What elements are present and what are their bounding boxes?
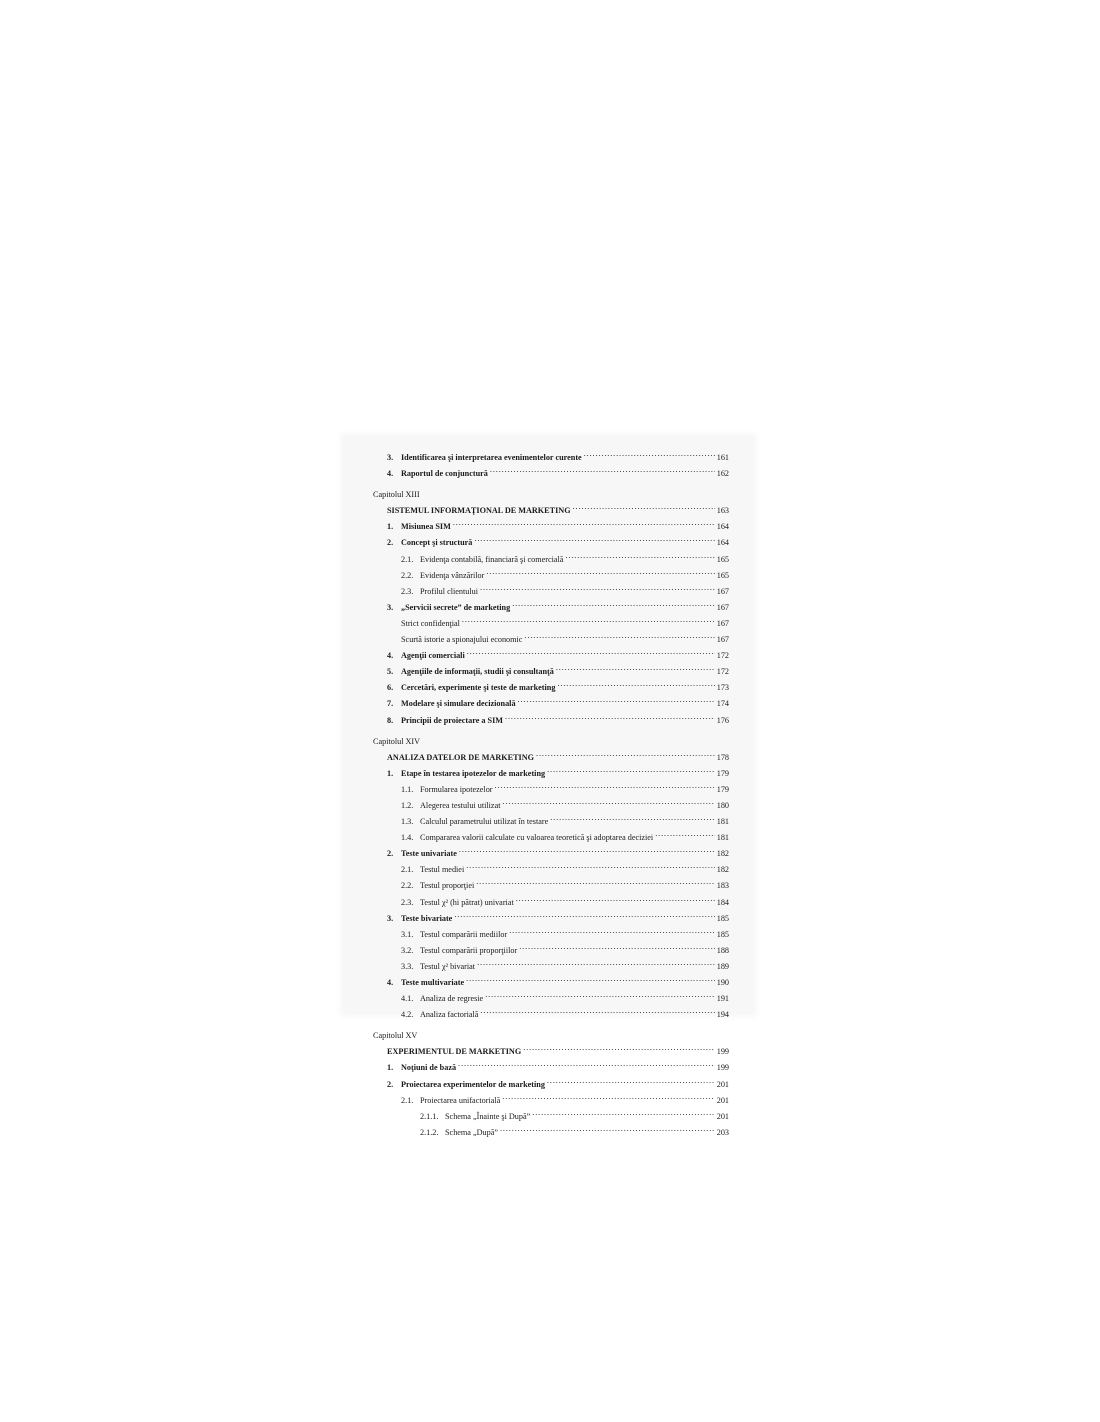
entry-number: 2.2. [401,570,414,580]
chapter-title-entry [373,1042,729,1058]
dot-leader [556,662,715,674]
entry-page-number: 182 [716,849,729,859]
dot-leader [502,1091,714,1103]
toc-entry [373,957,729,973]
entry-page-number: 201 [716,1079,729,1089]
dot-leader [480,1005,714,1017]
dot-leader [655,828,715,840]
entry-label: Etape în testarea ipotezelor de marketing [401,768,546,778]
entry-page-number: 184 [716,897,729,907]
toc-entry [373,582,729,598]
entry-label: Testul comparării mediilor [420,929,508,939]
entry-page-number: 167 [716,635,729,645]
entry-number: 2.1. [401,865,414,875]
entry-label: Teste multivariate [401,978,465,987]
entry-label: Formularea ipotezelor [420,784,493,794]
dot-leader [547,1075,715,1087]
entry-label: Noţiuni de bază [401,1063,457,1073]
entry-number: 3.3. [401,961,414,971]
entry-page-number: 172 [716,651,729,661]
entry-label: Evidenţa contabilă, financiară şi comercială [420,554,564,564]
entry-number: 5. [387,667,394,677]
entry-label: Testul comparării proporţiilor [420,945,518,955]
entry-page-number: 189 [716,961,729,971]
entry-label: Raportul de conjunctură [401,469,488,479]
chapter-title-entry [373,501,729,517]
entry-number: 2. [387,849,394,859]
dot-leader [524,630,714,642]
entry-page-number: 199 [716,1047,729,1057]
toc-entry [373,550,729,566]
toc-entry [373,1123,729,1139]
dot-leader [565,550,714,562]
entry-page-number: 172 [716,667,729,677]
toc-entry [373,973,729,989]
toc-entry [373,1075,729,1091]
book-page [343,436,754,1137]
entry-number: 2.1. [401,1095,414,1105]
entry-label: Teste bivariate [401,913,453,923]
entry-number: 4.2. [401,1010,414,1020]
dot-leader [454,909,714,921]
dot-leader [573,501,715,513]
entry-number: 1.1. [401,784,414,794]
entry-number: 6. [387,683,394,693]
toc-entry [373,860,729,876]
entry-label: Evidenţa vânzărilor [420,570,485,580]
toc-entry [373,893,729,909]
entry-page-number: 164 [716,538,729,548]
entry-label: Identificarea şi interpretarea evenimentelor curente [401,453,582,462]
entry-label: Concept şi structură [401,538,473,548]
entry-number: 3.2. [401,945,414,955]
toc-entry [373,464,729,480]
entry-label: Testul proporţiei [420,881,475,891]
entry-label: Analiza factorială [420,1010,479,1020]
entry-page-number: 180 [716,800,729,810]
dot-leader [458,1058,715,1070]
entry-number: 4. [387,651,394,661]
entry-number: 4. [387,469,394,479]
dot-leader [536,748,715,760]
toc-entry [373,909,729,925]
dot-leader [495,780,715,792]
dot-leader [477,957,715,969]
entry-number: 3.1. [401,929,414,939]
toc-entry [373,828,729,844]
entry-label: Agenţiile de informaţii, studii şi consultanţă [401,667,554,677]
entry-number: 2.1. [401,554,414,564]
dot-leader [485,989,715,1001]
entry-page-number: 182 [716,865,729,875]
toc-entry [373,662,729,678]
entry-label: Profilul clientului [420,586,478,596]
toc-entry [373,566,729,582]
entry-page-number: 167 [716,602,729,612]
dot-leader [466,973,715,985]
dot-leader [532,1107,714,1119]
entry-number: 1. [387,1063,394,1073]
toc-entry [373,989,729,1005]
entry-page-number: 185 [716,913,729,923]
entry-label: Agenţii comerciali [401,651,465,661]
entry-label: Calculul parametrului utilizat în testare [420,817,549,827]
entry-label: Strict confidenţial [401,618,460,628]
entry-page-number: 181 [716,817,729,827]
dot-leader [505,711,715,723]
entry-page-number: 162 [716,469,729,479]
dot-leader [519,941,715,953]
entry-page-number: 190 [716,978,729,987]
entry-number: 1.4. [401,833,414,843]
toc-entry [373,844,729,860]
toc-entry [373,711,729,727]
entry-label: Teste univariate [401,849,457,859]
toc-entry [373,876,729,892]
entry-page-number: 165 [716,554,729,564]
entry-number: 4. [387,978,394,987]
dot-leader [486,566,714,578]
entry-page-number: 173 [716,683,729,693]
entry-page-number: 174 [716,699,729,709]
entry-number: 2.2. [401,881,414,891]
toc-entry [373,614,729,630]
entry-page-number: 188 [716,945,729,955]
entry-number: 2. [387,538,394,548]
dot-leader [550,812,714,824]
entry-label: Misiunea SIM [401,522,451,532]
entry-number: 3. [387,453,394,462]
toc-entry [373,678,729,694]
dot-leader [459,844,715,856]
dot-leader [462,614,715,626]
entry-number: 1.2. [401,800,414,810]
toc-entry [373,1005,729,1021]
toc-entry [373,533,729,549]
dot-leader [557,678,714,690]
entry-label: Analiza de regresie [420,994,484,1004]
toc-entry [373,694,729,710]
toc-entry [373,517,729,533]
entry-label: Modelare şi simulare decizională [401,699,516,709]
entry-label: Proiectarea experimentelor de marketing [401,1079,545,1089]
chapter-label: Capitolul XIII [373,490,420,500]
dot-leader [584,448,715,460]
dot-leader [490,464,715,476]
toc-entry [373,1058,729,1074]
entry-page-number: 191 [716,994,729,1004]
entry-number: 2.3. [401,897,414,907]
entry-number: 2.1.2. [420,1127,439,1137]
entry-page-number: 203 [716,1127,729,1137]
chapter-label: Capitolul XV [373,1031,418,1041]
toc-entry [373,448,729,464]
entry-page-number: 201 [716,1095,729,1105]
entry-page-number: 185 [716,929,729,939]
entry-label: „Servicii secrete” de marketing [401,602,511,612]
entry-page-number: 161 [716,453,729,462]
entry-label: Compararea valorii calculate cu valoarea teoretică şi adoptarea deciziei [420,833,654,843]
entry-label: ANALIZA DATELOR DE MARKETING [387,752,535,762]
entry-page-number: 164 [716,522,729,532]
toc-entry [373,796,729,812]
entry-label: Testul χ² (hi pătrat) univariat [420,897,514,907]
entry-page-number: 167 [716,618,729,628]
entry-number: 1. [387,522,394,532]
toc-entry [373,925,729,941]
dot-leader [523,1042,715,1054]
entry-number: 2.1.1. [420,1111,439,1121]
entry-number: 4.1. [401,994,414,1004]
entry-number: 7. [387,699,394,709]
dot-leader [516,893,715,905]
entry-label: Testul χ² bivariat [420,961,476,971]
table-of-contents [373,448,729,1139]
dot-leader [547,764,715,776]
toc-entry [373,598,729,614]
chapter-title-entry [373,748,729,764]
entry-page-number: 167 [716,586,729,596]
toc-entry [373,630,729,646]
entry-number: 1.3. [401,817,414,827]
entry-page-number: 176 [716,715,729,725]
toc-entry [373,646,729,662]
dot-leader [453,517,715,529]
entry-page-number: 199 [716,1063,729,1073]
dot-leader [502,796,714,808]
entry-label: SISTEMUL INFORMAŢIONAL DE MARKETING [387,506,571,516]
entry-number: 2.3. [401,586,414,596]
dot-leader [518,694,715,706]
entry-label: Alegerea testului utilizat [420,800,501,810]
dot-leader [500,1123,715,1135]
toc-entry [373,764,729,780]
entry-label: Proiectarea unifactorială [420,1095,501,1105]
entry-label: Schema „Înainte şi După” [445,1111,531,1121]
toc-entry [373,780,729,796]
entry-number: 8. [387,715,394,725]
entry-page-number: 179 [716,768,729,778]
entry-number: 3. [387,602,394,612]
entry-page-number: 165 [716,570,729,580]
dot-leader [480,582,715,594]
entry-label: EXPERIMENTUL DE MARKETING [387,1047,522,1057]
toc-entry [373,812,729,828]
entry-label: Scurtă istorie a spionajului economic [401,635,523,645]
dot-leader [509,925,715,937]
entry-page-number: 194 [716,1010,729,1020]
toc-entry [373,1091,729,1107]
entry-page-number: 163 [716,506,729,516]
dot-leader [476,876,714,888]
entry-page-number: 181 [716,833,729,843]
entry-label: Principii de proiectare a SIM [401,715,504,725]
dot-leader [512,598,715,610]
entry-label: Testul mediei [420,865,465,875]
entry-label: Cercetări, experimente şi teste de marketing [401,683,556,693]
entry-page-number: 201 [716,1111,729,1121]
entry-page-number: 183 [716,881,729,891]
entry-page-number: 179 [716,784,729,794]
entry-label: Schema „După” [445,1127,498,1137]
entry-number: 3. [387,913,394,923]
entry-number: 1. [387,768,394,778]
dot-leader [467,646,715,658]
entry-number: 2. [387,1079,394,1089]
toc-entry [373,941,729,957]
chapter-label: Capitolul XIV [373,736,421,746]
dot-leader [474,533,714,545]
entry-page-number: 178 [716,752,729,762]
toc-entry [373,1107,729,1123]
dot-leader [466,860,714,872]
